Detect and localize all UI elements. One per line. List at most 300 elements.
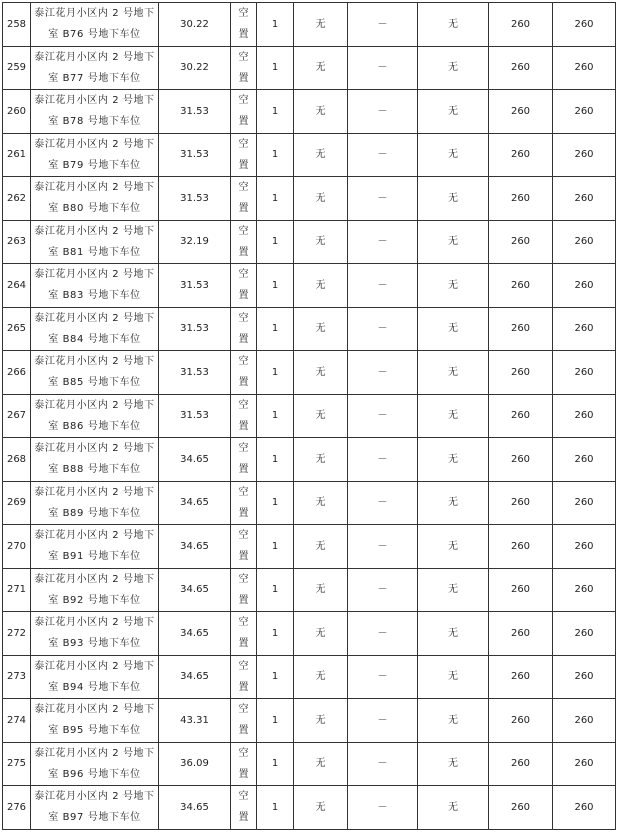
price-2-cell [553, 220, 616, 264]
table-row [3, 307, 616, 351]
usage-cell [231, 525, 257, 569]
usage-line-2: 置 [238, 638, 249, 650]
price-2-value: 260 [574, 149, 594, 161]
location-line-2: 室 B84 号地下车位 [48, 333, 141, 345]
price-1-value: 260 [510, 279, 531, 291]
usage-line-2: 置 [238, 551, 249, 563]
location-line-1: 泰江花月小区内 2 号地下 [34, 182, 155, 194]
col-a-value: 无 [315, 540, 326, 552]
quantity-value: 1 [271, 192, 279, 204]
quantity-cell [257, 264, 294, 308]
usage-line-1: 空 [238, 95, 249, 107]
col-c-value: 无 [448, 497, 458, 509]
col-c-cell [418, 394, 489, 438]
location-cell [31, 655, 159, 699]
col-c-value: 无 [448, 62, 458, 74]
location-line-1: 泰江花月小区内 2 号地下 [34, 8, 155, 20]
usage-line-1: 空 [238, 486, 249, 498]
usage-line-1: 空 [238, 356, 249, 368]
location-line-1: 泰江花月小区内 2 号地下 [34, 443, 155, 455]
col-b-cell [348, 525, 418, 569]
usage-line-2: 置 [238, 377, 249, 389]
area-value: 34.65 [180, 540, 209, 552]
col-a-value: 无 [315, 714, 326, 726]
col-b-cell [348, 220, 418, 264]
area-cell [159, 394, 231, 438]
row-number: 272 [6, 627, 27, 639]
usage-line-1: 空 [238, 704, 249, 716]
location-cell [31, 90, 159, 134]
col-c-value: 无 [448, 801, 458, 813]
area-cell [159, 742, 231, 786]
location-cell [31, 568, 159, 612]
usage-line-2: 置 [238, 725, 249, 737]
col-b-cell [348, 481, 418, 525]
location-line-2: 室 B96 号地下车位 [48, 768, 141, 780]
area-cell [159, 786, 231, 830]
location-line-1: 泰江花月小区内 2 号地下 [34, 660, 155, 672]
location-line-1: 泰江花月小区内 2 号地下 [34, 704, 155, 716]
area-value: 34.65 [180, 584, 209, 596]
row-number: 268 [6, 453, 27, 465]
area-cell [159, 307, 231, 351]
price-1-value: 260 [510, 62, 531, 74]
price-1-cell [489, 90, 553, 134]
table-row [3, 46, 616, 90]
usage-cell [231, 351, 257, 395]
quantity-value: 1 [271, 714, 279, 726]
price-1-cell [489, 177, 553, 221]
row-number-cell [3, 46, 31, 90]
col-a-cell [294, 481, 348, 525]
location-line-2: 室 B89 号地下车位 [48, 507, 141, 519]
row-number-cell [3, 481, 31, 525]
price-2-cell [553, 307, 616, 351]
col-c-cell [418, 786, 489, 830]
col-c-cell [418, 220, 489, 264]
quantity-value: 1 [271, 453, 279, 465]
price-1-cell [489, 264, 553, 308]
usage-line-2: 置 [238, 812, 249, 824]
usage-line-1: 空 [238, 747, 249, 759]
usage-cell [231, 177, 257, 221]
col-a-value: 无 [315, 105, 326, 117]
price-2-cell [553, 264, 616, 308]
quantity-cell [257, 3, 294, 47]
row-number-cell [3, 133, 31, 177]
col-b-value: － [377, 18, 388, 30]
location-cell [31, 133, 159, 177]
location-line-1: 泰江花月小区内 2 号地下 [34, 617, 155, 629]
col-a-cell [294, 264, 348, 308]
area-cell [159, 46, 231, 90]
row-number-cell [3, 220, 31, 264]
row-number-cell [3, 655, 31, 699]
location-cell [31, 177, 159, 221]
usage-cell [231, 786, 257, 830]
col-b-value: － [377, 105, 388, 117]
usage-cell [231, 220, 257, 264]
quantity-value: 1 [271, 671, 279, 683]
price-1-cell [489, 220, 553, 264]
location-cell [31, 612, 159, 656]
quantity-value: 1 [271, 758, 279, 770]
col-c-cell [418, 90, 489, 134]
price-1-value: 260 [510, 323, 531, 335]
col-c-value: 无 [448, 627, 458, 639]
col-c-value: 无 [448, 714, 458, 726]
col-b-value: － [377, 453, 388, 465]
usage-line-1: 空 [238, 182, 249, 194]
col-a-cell [294, 177, 348, 221]
table-row [3, 177, 616, 221]
price-1-value: 260 [510, 192, 531, 204]
row-number-cell [3, 394, 31, 438]
location-line-2: 室 B92 号地下车位 [48, 594, 141, 606]
price-1-value: 260 [510, 149, 531, 161]
col-b-cell [348, 612, 418, 656]
row-number-cell [3, 742, 31, 786]
location-cell [31, 220, 159, 264]
location-line-2: 室 B94 号地下车位 [48, 681, 141, 693]
col-b-value: － [377, 149, 388, 161]
col-a-cell [294, 525, 348, 569]
quantity-value: 1 [271, 410, 279, 422]
price-1-cell [489, 699, 553, 743]
location-line-1: 泰江花月小区内 2 号地下 [34, 312, 155, 324]
usage-line-1: 空 [238, 138, 249, 150]
col-c-cell [418, 742, 489, 786]
col-c-cell [418, 612, 489, 656]
row-number: 276 [6, 801, 27, 813]
row-number-cell [3, 351, 31, 395]
col-a-cell [294, 612, 348, 656]
price-1-value: 260 [510, 540, 531, 552]
location-line-2: 室 B79 号地下车位 [48, 159, 141, 171]
quantity-value: 1 [271, 627, 279, 639]
row-number: 270 [6, 540, 27, 552]
col-c-cell [418, 438, 489, 482]
price-2-cell [553, 568, 616, 612]
price-2-cell [553, 655, 616, 699]
quantity-cell [257, 612, 294, 656]
col-a-value: 无 [315, 279, 326, 291]
col-a-value: 无 [315, 801, 326, 813]
col-a-value: 无 [315, 584, 326, 596]
col-b-cell [348, 133, 418, 177]
table-row [3, 264, 616, 308]
area-cell [159, 655, 231, 699]
row-number: 271 [6, 584, 27, 596]
col-b-value: － [377, 801, 388, 813]
usage-line-1: 空 [238, 573, 249, 585]
price-2-cell [553, 786, 616, 830]
location-line-2: 室 B81 号地下车位 [48, 246, 141, 258]
row-number-cell [3, 568, 31, 612]
table-row [3, 3, 616, 47]
table-row [3, 699, 616, 743]
col-c-cell [418, 133, 489, 177]
col-c-cell [418, 351, 489, 395]
price-1-cell [489, 394, 553, 438]
col-c-cell [418, 46, 489, 90]
price-2-cell [553, 438, 616, 482]
quantity-cell [257, 699, 294, 743]
price-1-value: 260 [510, 366, 531, 378]
area-value: 32.19 [180, 236, 209, 248]
location-line-1: 泰江花月小区内 2 号地下 [34, 269, 155, 281]
price-2-cell [553, 394, 616, 438]
quantity-cell [257, 786, 294, 830]
usage-cell [231, 3, 257, 47]
quantity-cell [257, 438, 294, 482]
col-a-cell [294, 46, 348, 90]
col-a-value: 无 [315, 62, 326, 74]
row-number-cell [3, 699, 31, 743]
price-1-cell [489, 3, 553, 47]
location-line-2: 室 B83 号地下车位 [48, 290, 141, 302]
quantity-cell [257, 481, 294, 525]
row-number: 261 [6, 149, 27, 161]
quantity-cell [257, 307, 294, 351]
table-row [3, 786, 616, 830]
row-number: 264 [6, 279, 27, 291]
price-2-value: 260 [574, 192, 594, 204]
price-2-value: 260 [574, 497, 594, 509]
row-number: 267 [6, 410, 27, 422]
col-b-value: － [377, 584, 388, 596]
area-value: 30.22 [180, 18, 209, 30]
col-c-value: 无 [448, 323, 458, 335]
row-number-cell [3, 438, 31, 482]
location-line-2: 室 B86 号地下车位 [48, 420, 141, 432]
usage-line-1: 空 [238, 51, 249, 63]
quantity-cell [257, 133, 294, 177]
area-value: 34.65 [180, 671, 209, 683]
col-b-cell [348, 90, 418, 134]
price-1-value: 260 [510, 497, 531, 509]
location-cell [31, 264, 159, 308]
price-1-value: 260 [510, 758, 531, 770]
table-body [3, 3, 616, 830]
area-cell [159, 525, 231, 569]
col-a-value: 无 [315, 627, 326, 639]
table-row [3, 481, 616, 525]
price-2-value: 260 [574, 453, 594, 465]
col-b-value: － [377, 410, 388, 422]
col-b-cell [348, 177, 418, 221]
price-2-cell [553, 699, 616, 743]
quantity-value: 1 [271, 149, 279, 161]
usage-line-1: 空 [238, 399, 249, 411]
price-2-value: 260 [574, 236, 594, 248]
col-c-value: 无 [448, 453, 458, 465]
quantity-value: 1 [271, 801, 279, 813]
usage-cell [231, 699, 257, 743]
price-2-cell [553, 46, 616, 90]
row-number-cell [3, 786, 31, 830]
location-line-2: 室 B97 号地下车位 [48, 812, 141, 824]
usage-line-1: 空 [238, 617, 249, 629]
row-number: 262 [6, 192, 27, 204]
quantity-value: 1 [271, 62, 279, 74]
quantity-cell [257, 394, 294, 438]
area-cell [159, 481, 231, 525]
row-number: 259 [6, 62, 27, 74]
col-a-cell [294, 394, 348, 438]
location-cell [31, 46, 159, 90]
col-b-value: － [377, 627, 388, 639]
usage-line-2: 置 [238, 290, 249, 302]
col-c-cell [418, 525, 489, 569]
usage-line-1: 空 [238, 225, 249, 237]
usage-cell [231, 438, 257, 482]
row-number-cell [3, 612, 31, 656]
price-2-value: 260 [574, 279, 594, 291]
location-line-2: 室 B95 号地下车位 [48, 725, 141, 737]
col-a-cell [294, 742, 348, 786]
col-c-value: 无 [448, 18, 458, 30]
area-value: 31.53 [180, 149, 209, 161]
col-c-cell [418, 655, 489, 699]
location-cell [31, 742, 159, 786]
location-cell [31, 699, 159, 743]
col-a-cell [294, 133, 348, 177]
price-2-value: 260 [574, 18, 594, 30]
usage-line-1: 空 [238, 660, 249, 672]
usage-line-2: 置 [238, 768, 249, 780]
col-b-cell [348, 264, 418, 308]
usage-line-2: 置 [238, 116, 249, 128]
col-c-value: 无 [448, 192, 458, 204]
row-number: 260 [6, 105, 27, 117]
parking-space-table [2, 2, 616, 830]
usage-cell [231, 46, 257, 90]
col-b-value: － [377, 62, 388, 74]
price-1-value: 260 [510, 627, 531, 639]
col-a-cell [294, 307, 348, 351]
col-a-value: 无 [315, 497, 326, 509]
quantity-cell [257, 177, 294, 221]
price-1-value: 260 [510, 453, 531, 465]
location-cell [31, 438, 159, 482]
row-number-cell [3, 3, 31, 47]
col-c-cell [418, 699, 489, 743]
area-cell [159, 351, 231, 395]
area-cell [159, 177, 231, 221]
col-b-value: － [377, 279, 388, 291]
price-1-cell [489, 568, 553, 612]
usage-line-2: 置 [238, 464, 249, 476]
usage-line-2: 置 [238, 203, 249, 215]
price-1-value: 260 [510, 584, 531, 596]
row-number-cell [3, 177, 31, 221]
price-1-cell [489, 742, 553, 786]
price-1-value: 260 [510, 714, 531, 726]
location-line-1: 泰江花月小区内 2 号地下 [34, 225, 155, 237]
col-a-value: 无 [315, 236, 326, 248]
quantity-cell [257, 742, 294, 786]
price-2-value: 260 [574, 627, 594, 639]
col-b-cell [348, 3, 418, 47]
quantity-cell [257, 351, 294, 395]
col-c-value: 无 [448, 540, 458, 552]
price-2-cell [553, 177, 616, 221]
area-cell [159, 264, 231, 308]
col-c-cell [418, 264, 489, 308]
usage-cell [231, 568, 257, 612]
price-1-value: 260 [510, 105, 531, 117]
price-2-cell [553, 3, 616, 47]
area-value: 43.31 [180, 714, 209, 726]
usage-cell [231, 655, 257, 699]
col-b-value: － [377, 540, 388, 552]
usage-line-2: 置 [238, 420, 249, 432]
area-value: 34.65 [180, 497, 209, 509]
price-2-value: 260 [574, 410, 594, 422]
quantity-value: 1 [271, 18, 279, 30]
table-row [3, 133, 616, 177]
col-b-cell [348, 699, 418, 743]
price-2-cell [553, 351, 616, 395]
col-a-value: 无 [315, 192, 326, 204]
col-a-value: 无 [315, 18, 326, 30]
col-a-cell [294, 699, 348, 743]
price-2-value: 260 [574, 801, 594, 813]
row-number: 263 [6, 236, 27, 248]
area-value: 31.53 [180, 323, 209, 335]
col-c-value: 无 [448, 105, 458, 117]
price-1-cell [489, 351, 553, 395]
area-value: 31.53 [180, 410, 209, 422]
col-a-value: 无 [315, 758, 326, 770]
location-line-1: 泰江花月小区内 2 号地下 [34, 486, 155, 498]
quantity-value: 1 [271, 366, 279, 378]
col-c-cell [418, 3, 489, 47]
row-number-cell [3, 307, 31, 351]
col-a-cell [294, 655, 348, 699]
col-a-cell [294, 3, 348, 47]
col-a-value: 无 [315, 671, 326, 683]
location-line-1: 泰江花月小区内 2 号地下 [34, 138, 155, 150]
col-b-cell [348, 568, 418, 612]
area-cell [159, 438, 231, 482]
usage-cell [231, 394, 257, 438]
quantity-value: 1 [271, 497, 279, 509]
col-a-cell [294, 351, 348, 395]
usage-line-1: 空 [238, 312, 249, 324]
price-2-cell [553, 90, 616, 134]
col-c-value: 无 [448, 584, 458, 596]
col-b-cell [348, 351, 418, 395]
location-line-2: 室 B77 号地下车位 [48, 72, 141, 84]
usage-cell [231, 133, 257, 177]
col-c-value: 无 [448, 671, 458, 683]
area-cell [159, 612, 231, 656]
col-c-cell [418, 568, 489, 612]
area-cell [159, 568, 231, 612]
row-number-cell [3, 525, 31, 569]
col-a-value: 无 [315, 323, 326, 335]
usage-cell [231, 90, 257, 134]
col-c-value: 无 [448, 279, 458, 291]
price-1-value: 260 [510, 671, 531, 683]
price-1-cell [489, 655, 553, 699]
col-b-cell [348, 655, 418, 699]
price-1-cell [489, 525, 553, 569]
quantity-value: 1 [271, 236, 279, 248]
usage-line-1: 空 [238, 791, 249, 803]
